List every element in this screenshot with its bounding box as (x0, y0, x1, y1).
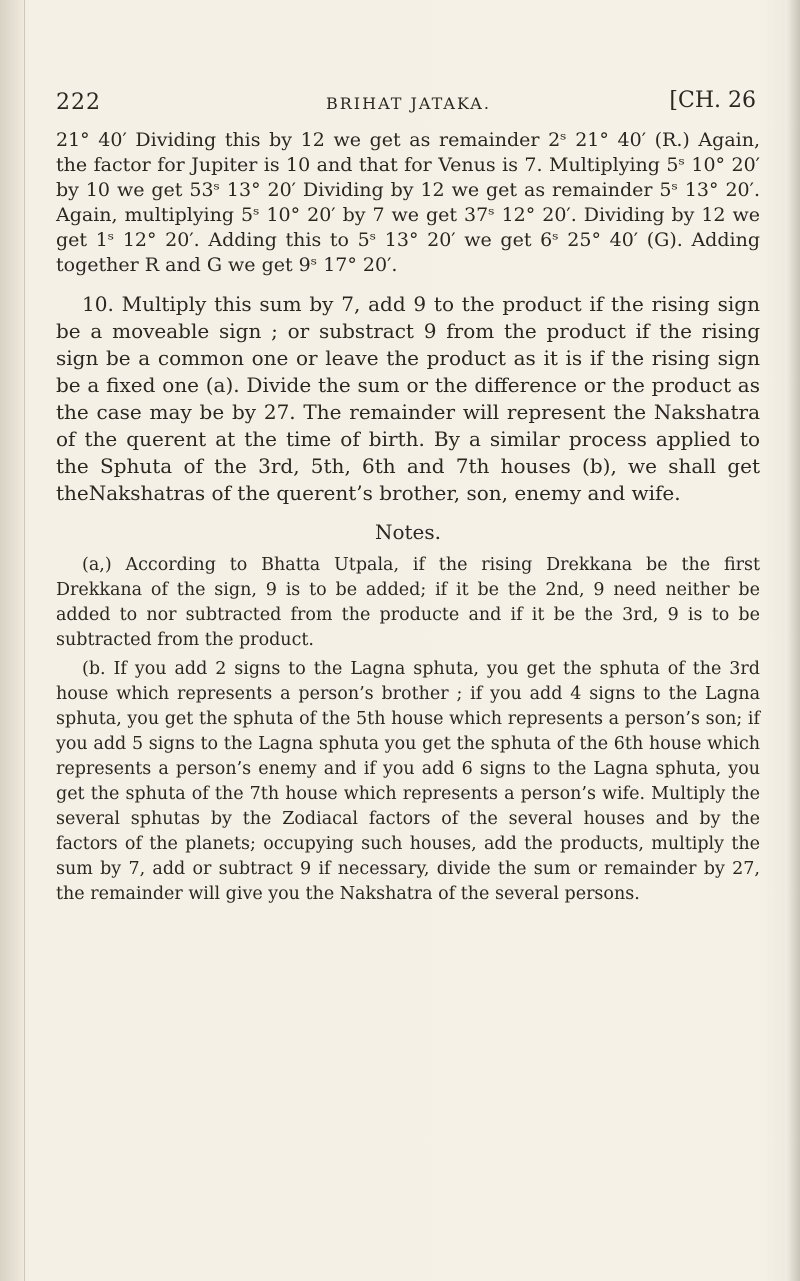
note-b: (b. If you add 2 signs to the Lagna sphuta, you get the sphuta of the 3rd house which represents a person’s brother ; if you add 4 signs to the Lagna sphuta, you get the sphuta of the 5th house which represents a person’s son; if you add 5 signs to the Lagna sphuta you get the sphuta of the 6th house which represents a person’s enemy and if you add 6 signs to the Lagna sphuta, you get the sphuta of the 7th house which represents a person’s wife. Multiply the several sphutas by the Zodiacal factors of the several houses and by the factors of the planets; occupying such houses, add the products, multiply the sum by 7, add or subtract 9 if necessary, divide the sum or remainder by 27, the remainder will give you the Nakshatra of the several persons. (56, 659, 760, 904)
notes-heading: Notes. (374, 520, 442, 544)
note-a: (a,) According to Bhatta Utpala, if the rising Drekkana be the first Drekkana of the sign, 9 is to be added; if it be the 2nd, 9 need neither be added to nor subtracted from the producte and if it be the 3rd, 9 is to be subtracted from the product. (56, 555, 760, 650)
page-right-edge (786, 0, 800, 1281)
page-number: 222 (56, 90, 101, 115)
continuation-paragraph: 21° 40′ Dividing this by 12 we get as remainder 2ˢ 21° 40′ (R.) Again, the factor for Jupiter is 10 and that for Venus is 7. Multiplying 5ˢ 10° 20′ by 10 we get 53ˢ 13° 20′ Dividing by 12 we get as remainder 5ˢ 13° 20′. Again, multiplying 5ˢ 10° 20′ by 7 we get 37ˢ 12° 20′. Dividing by 12 we get 1ˢ 12° 20′. Adding this to 5ˢ 13° 20′ we get 6ˢ 25° 40′ (G). Adding together R and G we get 9ˢ 17° 20′. (56, 129, 760, 276)
chapter-mark: [CH. 26 (669, 88, 756, 113)
page-left-edge (0, 0, 25, 1281)
page-header (56, 86, 756, 122)
body-text (56, 128, 760, 907)
verse-10-paragraph: 10. Multiply this sum by 7, add 9 to the product if the rising sign be a moveable sign ; or substract 9 from the product if the rising sign be a common one or leave the product as it is if the rising sign be a fixed one (a). Divide the sum or the difference or the product as the case may be by 27. The remainder will represent the Nakshatra of the querent at the time of birth. By a similar process applied to the Sphuta of the 3rd, 5th, 6th and 7th houses (b), we shall get theNakshatras of the querent’s brother, son, enemy and wife. (56, 292, 760, 505)
running-title: BRIHAT JATAKA. (326, 94, 491, 113)
